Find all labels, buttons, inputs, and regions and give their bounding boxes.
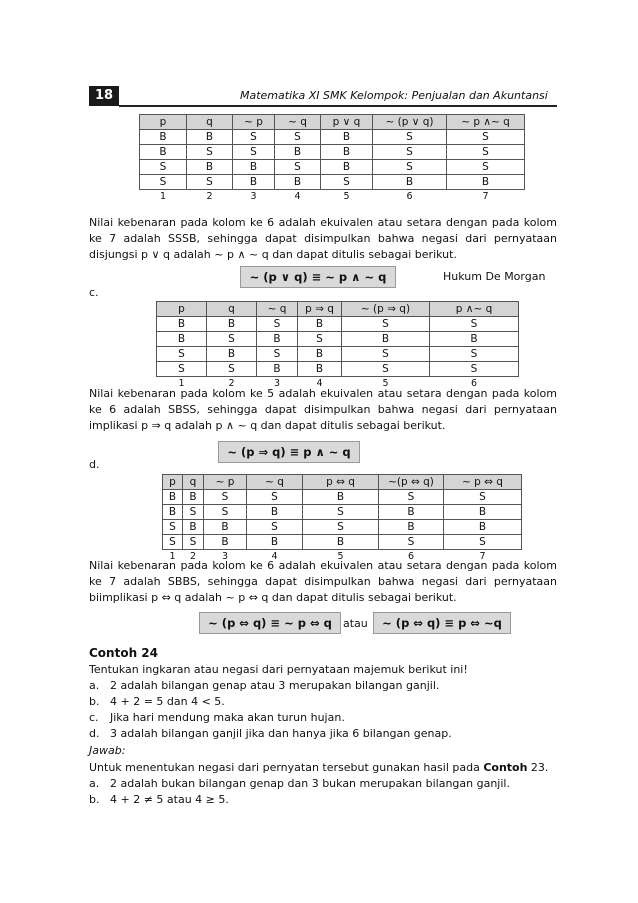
table-cell: S bbox=[163, 520, 183, 535]
list-item-letter: c. bbox=[89, 711, 99, 724]
table-cell: S bbox=[204, 505, 247, 520]
table-cell: B bbox=[321, 160, 373, 175]
item-label-c: c. bbox=[89, 286, 99, 299]
column-number: 7 bbox=[482, 191, 489, 202]
table-row bbox=[157, 347, 519, 362]
paragraph-disjunction: Nilai kebenaran pada kolom ke 6 adalah ekuivalen atau setara dengan pada kolom ke 7 adalah SSSB, sehingga dapat disimpulkan bahwa negasi dari pernyataan disjungsi p ∨ q adalah ~ p ∧ ~ q dan dapat ditulis sebagai berikut. bbox=[89, 216, 557, 261]
formula-de-morgan: ~ (p ∨ q) ≡ ~ p ∧ ~ q bbox=[240, 266, 396, 288]
example-title: Contoh 24 bbox=[89, 646, 158, 660]
formula-note: Hukum De Morgan bbox=[443, 270, 546, 283]
column-number: 7 bbox=[479, 551, 486, 562]
table-cell: S bbox=[342, 347, 430, 362]
truth-table-disjunction bbox=[139, 114, 525, 204]
table-cell: B bbox=[183, 520, 204, 535]
table-cell: B bbox=[379, 505, 444, 520]
list-item-letter: a. bbox=[89, 777, 100, 790]
table-row bbox=[163, 520, 522, 535]
list-item-letter: b. bbox=[89, 695, 100, 708]
table-cell: B bbox=[444, 505, 522, 520]
column-number: 5 bbox=[343, 191, 350, 202]
table-cell: B bbox=[157, 317, 207, 332]
table-cell: B bbox=[379, 520, 444, 535]
table-cell: B bbox=[157, 332, 207, 347]
column-number: 1 bbox=[169, 551, 176, 562]
column-number: 3 bbox=[221, 551, 229, 562]
table-cell: S bbox=[183, 535, 204, 550]
table-cell: B bbox=[204, 535, 247, 550]
column-number: 1 bbox=[159, 191, 167, 202]
table-cell: B bbox=[257, 332, 298, 347]
table-cell: B bbox=[275, 175, 321, 190]
table-cell: S bbox=[275, 160, 321, 175]
table-cell: B bbox=[303, 490, 379, 505]
column-number: 2 bbox=[228, 378, 235, 389]
table-cell: B bbox=[373, 175, 447, 190]
column-number: 3 bbox=[250, 191, 257, 202]
table-row bbox=[163, 505, 522, 520]
column-header: ~ p bbox=[233, 115, 275, 130]
table-cell: B bbox=[187, 160, 233, 175]
table-row bbox=[157, 362, 519, 377]
list-item bbox=[89, 792, 557, 808]
column-header: q bbox=[183, 475, 204, 490]
table-cell: B bbox=[275, 145, 321, 160]
table-header-row bbox=[163, 475, 522, 490]
table-cell: B bbox=[163, 505, 183, 520]
table-row bbox=[140, 130, 525, 145]
answer-intro-reference: Contoh bbox=[483, 761, 528, 774]
column-header: q bbox=[187, 115, 233, 130]
column-header: p bbox=[163, 475, 183, 490]
table-cell: S bbox=[140, 175, 187, 190]
column-header: ~ (p ∨ q) bbox=[373, 115, 447, 130]
truth-table-implication bbox=[156, 301, 519, 391]
table-cell: S bbox=[207, 362, 257, 377]
table-header-row bbox=[157, 302, 519, 317]
column-number: 4 bbox=[316, 378, 323, 389]
table-cell: S bbox=[373, 160, 447, 175]
column-number: 6 bbox=[406, 191, 413, 202]
answer-title: Jawab: bbox=[89, 744, 126, 757]
table-cell: B bbox=[140, 145, 187, 160]
column-header: p ∨ q bbox=[321, 115, 373, 130]
list-item bbox=[89, 710, 557, 726]
table-cell: B bbox=[233, 175, 275, 190]
column-header: ~ q bbox=[247, 475, 303, 490]
table-cell: S bbox=[157, 347, 207, 362]
paragraph-implication: Nilai kebenaran pada kolom ke 5 adalah ekuivalen atau setara dengan pada kolom ke 6 adalah SBSS, sehingga dapat disimpulkan bahwa negasi dari pernyataan implikasi p ⇒ q adalah p ∧ ~ q dan dapat ditulis sebagai berikut. bbox=[89, 387, 557, 432]
table-cell: S bbox=[430, 362, 519, 377]
table-cell: B bbox=[298, 347, 342, 362]
answer-list bbox=[89, 776, 557, 808]
table-cell: S bbox=[247, 520, 303, 535]
column-header: ~ p bbox=[204, 475, 247, 490]
list-item-text: 4 + 2 = 5 dan 4 < 5. bbox=[110, 695, 225, 708]
table-cell: B bbox=[207, 317, 257, 332]
table-row bbox=[140, 145, 525, 160]
list-item-letter: b. bbox=[89, 793, 100, 806]
column-header: ~ q bbox=[257, 302, 298, 317]
table-cell: S bbox=[298, 332, 342, 347]
table-cell: B bbox=[430, 332, 519, 347]
table-cell: S bbox=[444, 490, 522, 505]
column-number: 2 bbox=[206, 191, 213, 202]
column-header: ~(p ⇔ q) bbox=[379, 475, 444, 490]
table-cell: S bbox=[447, 130, 525, 145]
list-item bbox=[89, 726, 557, 742]
table-cell: S bbox=[447, 160, 525, 175]
list-item bbox=[89, 694, 557, 710]
table-cell: S bbox=[444, 535, 522, 550]
table-row bbox=[140, 160, 525, 175]
example-intro: Tentukan ingkaran atau negasi dari pernyataan majemuk berikut ini! bbox=[89, 663, 468, 676]
table-cell: S bbox=[183, 505, 204, 520]
table-cell: B bbox=[257, 362, 298, 377]
list-item-text: 3 adalah bilangan ganjil jika dan hanya jika 6 bilangan genap. bbox=[110, 727, 452, 740]
column-header: ~ p ∧~ q bbox=[447, 115, 525, 130]
table-cell: B bbox=[447, 175, 525, 190]
column-header: p ∧~ q bbox=[430, 302, 519, 317]
table-cell: B bbox=[233, 160, 275, 175]
table-cell: S bbox=[430, 347, 519, 362]
column-header: p bbox=[140, 115, 187, 130]
table-cell: B bbox=[140, 130, 187, 145]
table-cell: S bbox=[257, 317, 298, 332]
column-header: q bbox=[207, 302, 257, 317]
table-row bbox=[140, 175, 525, 190]
table-cell: S bbox=[321, 175, 373, 190]
answer-intro bbox=[89, 760, 557, 776]
table-cell: S bbox=[157, 362, 207, 377]
formula-implication-negation: ~ (p ⇒ q) ≡ p ∧ ~ q bbox=[218, 441, 360, 463]
table-cell: B bbox=[163, 490, 183, 505]
table-cell: S bbox=[373, 130, 447, 145]
answer-intro-suffix: 23. bbox=[527, 761, 549, 774]
list-item bbox=[89, 678, 557, 694]
table-cell: S bbox=[342, 362, 430, 377]
table-row bbox=[163, 535, 522, 550]
table-cell: S bbox=[373, 145, 447, 160]
list-item-text: 2 adalah bilangan genap atau 3 merupakan bilangan ganjil. bbox=[110, 679, 440, 692]
column-header: p ⇒ q bbox=[298, 302, 342, 317]
table-cell: S bbox=[247, 490, 303, 505]
list-item-letter: d. bbox=[89, 727, 100, 740]
table-cell: S bbox=[447, 145, 525, 160]
table-cell: S bbox=[187, 145, 233, 160]
table-cell: S bbox=[257, 347, 298, 362]
answer-intro-text: Untuk menentukan negasi dari pernyatan tersebut gunakan hasil pada bbox=[89, 761, 484, 774]
table-row bbox=[157, 332, 519, 347]
column-header: p ⇔ q bbox=[303, 475, 379, 490]
table-header-row bbox=[140, 115, 525, 130]
column-number: 6 bbox=[407, 551, 415, 562]
table-cell: B bbox=[298, 362, 342, 377]
list-item-text: 2 adalah bukan bilangan genap dan 3 bukan merupakan bilangan ganjil. bbox=[110, 777, 510, 790]
column-number: 5 bbox=[382, 378, 389, 389]
table-cell: B bbox=[298, 317, 342, 332]
table-cell: S bbox=[303, 520, 379, 535]
column-number: 3 bbox=[273, 378, 281, 389]
column-number: 6 bbox=[470, 378, 478, 389]
table-cell: B bbox=[247, 535, 303, 550]
table-cell: B bbox=[204, 520, 247, 535]
table-cell: B bbox=[207, 347, 257, 362]
table-cell: S bbox=[303, 505, 379, 520]
list-item bbox=[89, 776, 557, 792]
item-label-d: d. bbox=[89, 458, 100, 471]
table-cell: B bbox=[321, 145, 373, 160]
table-cell: S bbox=[187, 175, 233, 190]
table-cell: B bbox=[342, 332, 430, 347]
running-header-title: Matematika XI SMK Kelompok: Penjualan dan Akuntansi bbox=[240, 89, 548, 102]
table-cell: B bbox=[321, 130, 373, 145]
column-header: ~ (p ⇒ q) bbox=[342, 302, 430, 317]
table-cell: B bbox=[187, 130, 233, 145]
table-cell: B bbox=[444, 520, 522, 535]
example-list bbox=[89, 678, 557, 742]
column-number: 5 bbox=[337, 551, 344, 562]
list-item-letter: a. bbox=[89, 679, 100, 692]
table-cell: S bbox=[204, 490, 247, 505]
table-cell: S bbox=[140, 160, 187, 175]
table-cell: S bbox=[163, 535, 183, 550]
truth-table-biimplication bbox=[162, 474, 522, 564]
list-item-text: Jika hari mendung maka akan turun hujan. bbox=[110, 711, 345, 724]
column-number-row bbox=[140, 190, 525, 205]
table-cell: S bbox=[342, 317, 430, 332]
paragraph-biimplication: Nilai kebenaran pada kolom ke 6 adalah ekuivalen atau setara dengan pada kolom ke 7 adalah SBBS, sehingga dapat disimpulkan bahwa negasi dari pernyataan biimplikasi p ⇔ q adalah ~ p ⇔ q dan dapat ditulis sebagai berikut. bbox=[89, 559, 557, 604]
column-header: ~ p ⇔ q bbox=[444, 475, 522, 490]
table-cell: S bbox=[275, 130, 321, 145]
table-row bbox=[157, 317, 519, 332]
table-cell: S bbox=[233, 130, 275, 145]
column-header: p bbox=[157, 302, 207, 317]
list-item-text: 4 + 2 ≠ 5 atau 4 ≥ 5. bbox=[110, 793, 229, 806]
column-number: 4 bbox=[271, 551, 278, 562]
column-header: ~ q bbox=[275, 115, 321, 130]
table-cell: S bbox=[379, 535, 444, 550]
formula-biimplication-1: ~ (p ⇔ q) ≡ ~ p ⇔ q bbox=[199, 612, 341, 634]
column-number: 1 bbox=[178, 378, 185, 389]
table-row bbox=[163, 490, 522, 505]
formula-biimplication-2: ~ (p ⇔ q) ≡ p ⇔ ~q bbox=[373, 612, 511, 634]
formula-or-text: atau bbox=[343, 617, 368, 630]
table-cell: B bbox=[303, 535, 379, 550]
table-cell: B bbox=[247, 505, 303, 520]
table-cell: S bbox=[430, 317, 519, 332]
table-cell: B bbox=[183, 490, 204, 505]
table-cell: S bbox=[233, 145, 275, 160]
table-cell: S bbox=[207, 332, 257, 347]
column-number: 2 bbox=[189, 551, 197, 562]
table-cell: S bbox=[379, 490, 444, 505]
column-number: 4 bbox=[294, 191, 301, 202]
page-number: 18 bbox=[89, 86, 119, 106]
header-rule bbox=[119, 105, 557, 107]
